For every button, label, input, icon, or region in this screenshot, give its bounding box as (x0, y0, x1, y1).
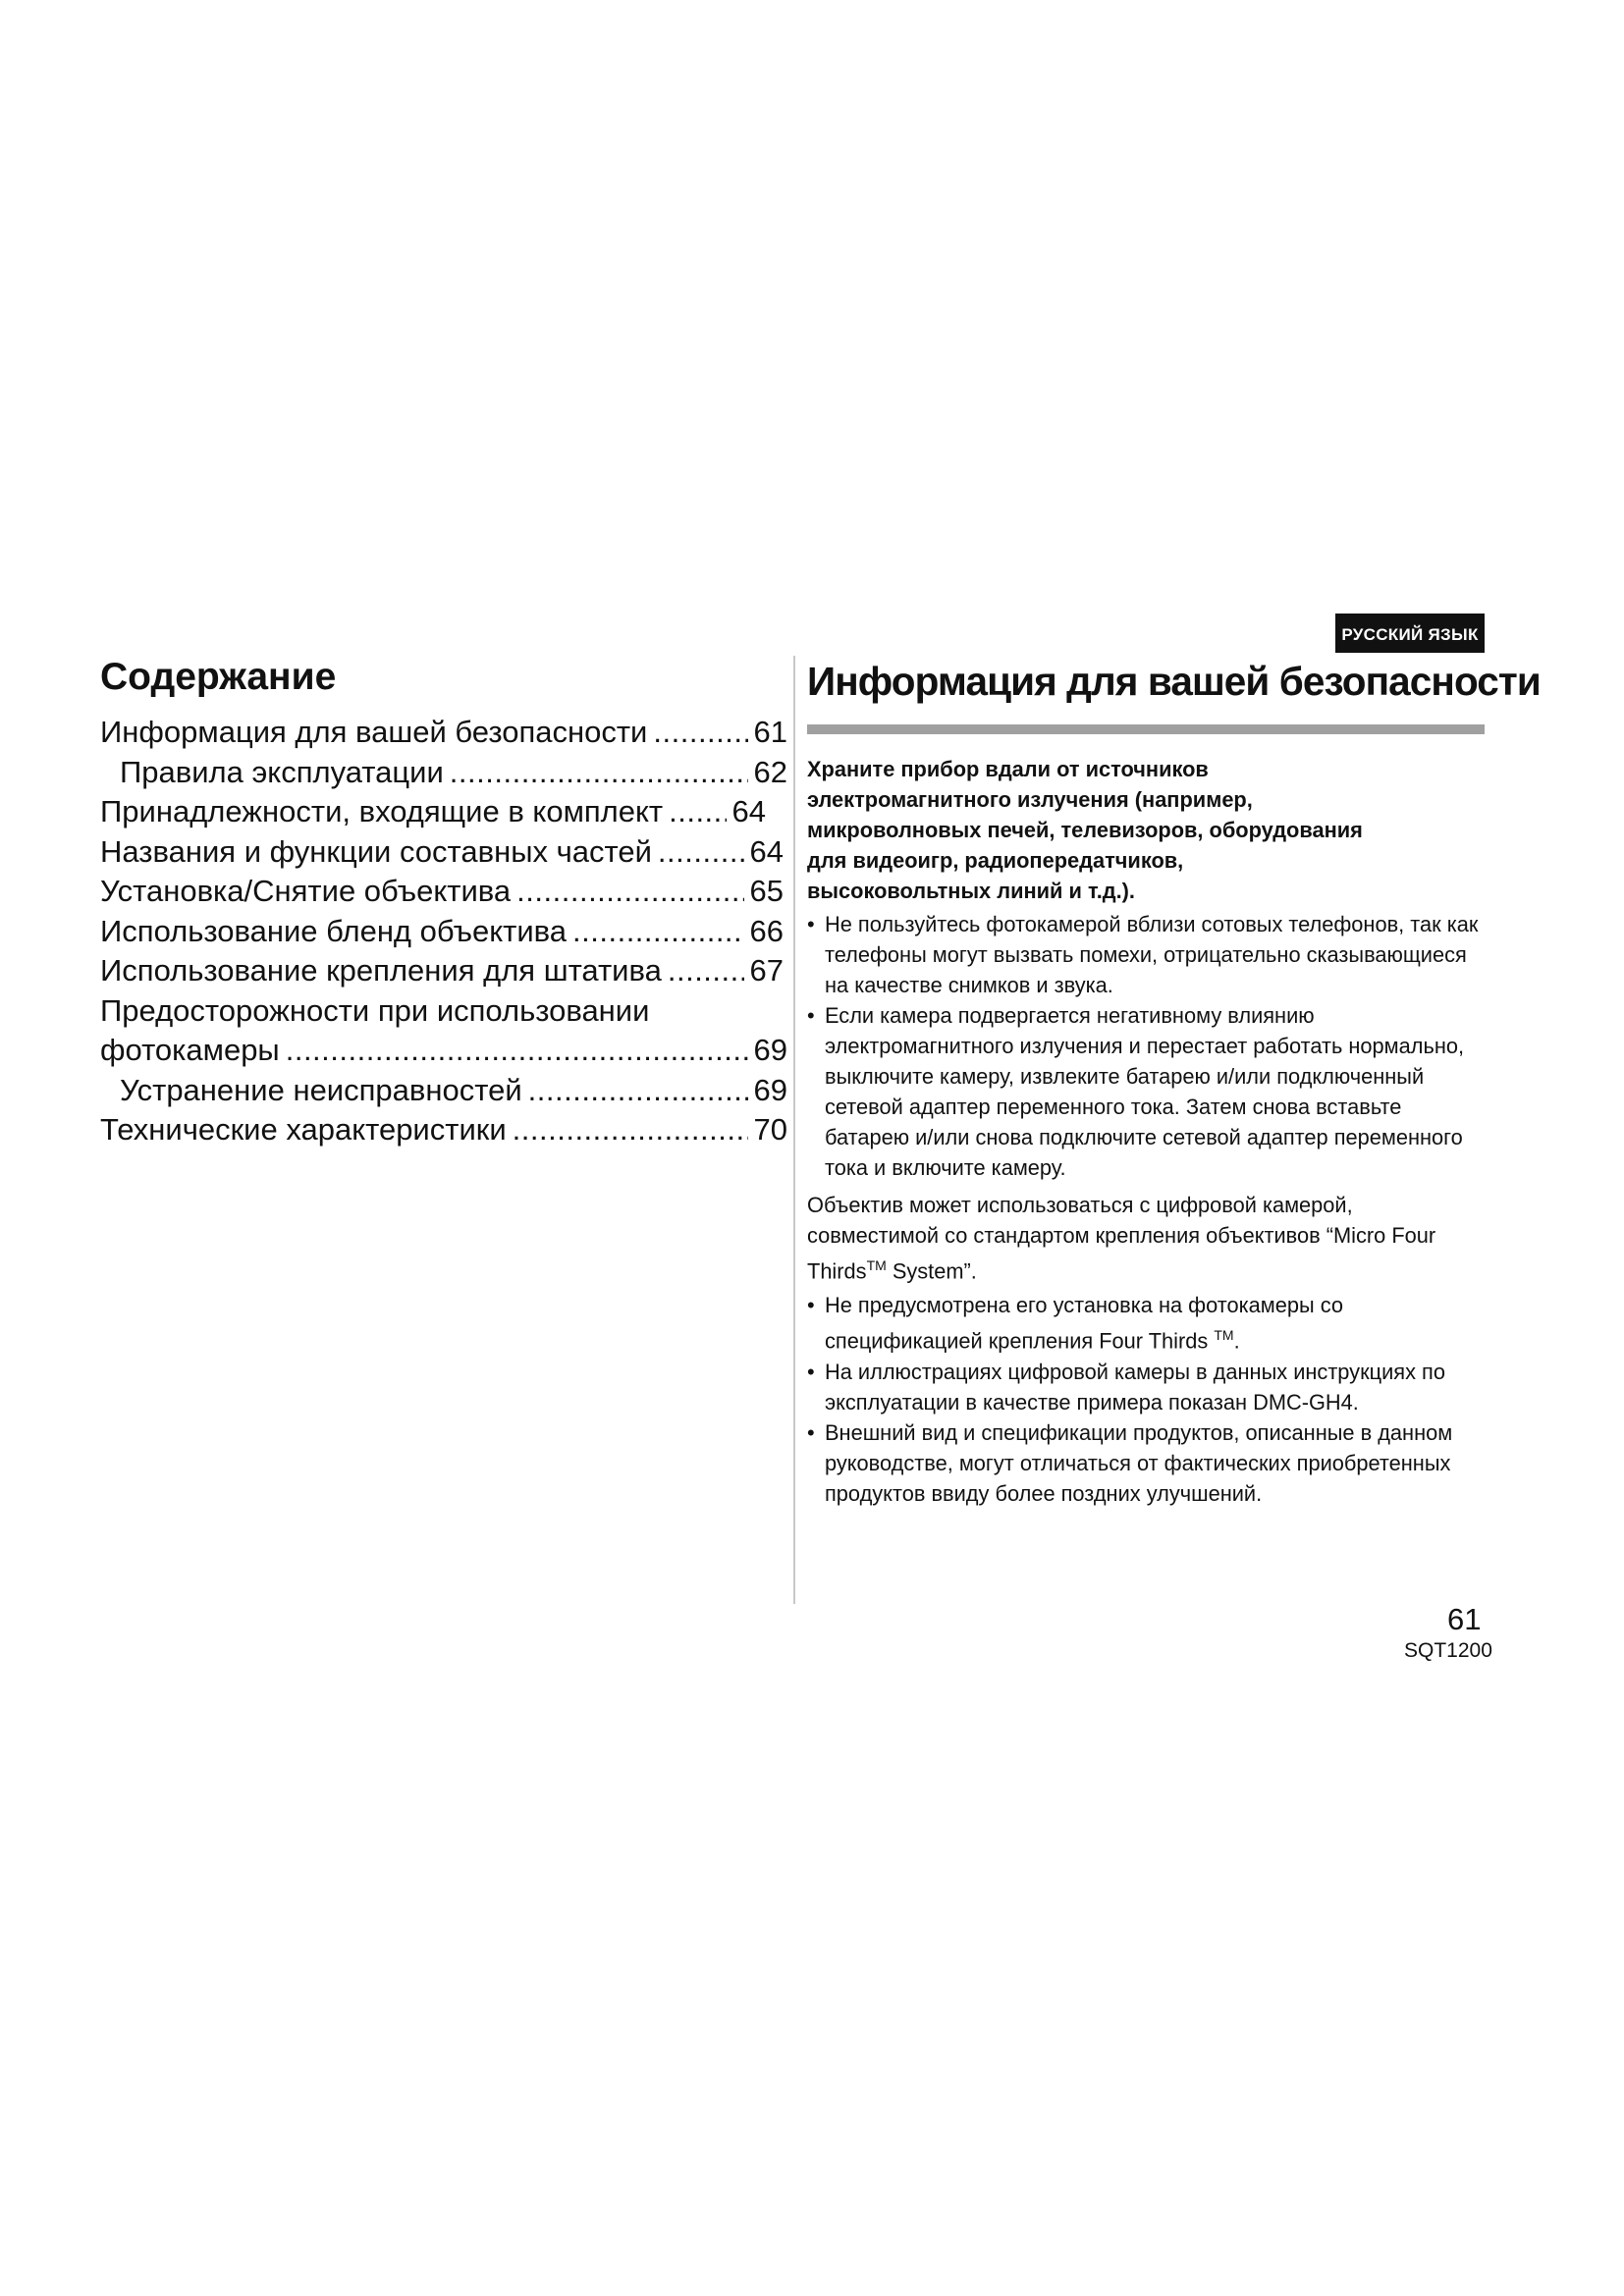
toc-leader (450, 753, 748, 793)
safety-section (807, 652, 1541, 1509)
toc-item-page: 65 (749, 874, 784, 908)
toc-item-label: Информация для вашей безопасности (100, 715, 648, 749)
toc-item-accessories[interactable] (100, 792, 787, 832)
toc-list (100, 713, 787, 1150)
toc-item-parts-names[interactable] (100, 832, 787, 873)
document-code: SQT1200 (1404, 1639, 1492, 1662)
toc-leader (668, 951, 744, 991)
bullet-text: Не предусмотрена его установка на фотокамеры со спецификацией крепления Four Thirds (825, 1293, 1343, 1354)
toc-item-page: 62 (753, 754, 787, 789)
page-number: 61 (1447, 1602, 1482, 1636)
toc-item-page: 69 (753, 1072, 787, 1107)
toc-leader (572, 912, 744, 952)
toc-item-specifications[interactable] (100, 1110, 787, 1150)
section-title: Информация для вашей безопасности (807, 659, 1541, 704)
toc-item-label: Установка/Снятие объектива (100, 874, 512, 908)
bullet-item: • Внешний вид и спецификации продуктов, описанные в данном руководстве, могут отличаться от фактических приобретенных продуктов ввиду более поздних улучшений. (807, 1417, 1485, 1509)
toc-leader (669, 792, 726, 832)
title-rule (807, 724, 1485, 734)
toc-item-page: 64 (731, 794, 766, 828)
toc-item-label: Использование крепления для штатива (100, 953, 662, 988)
toc-item-page: 66 (749, 913, 784, 948)
toc-item-label: Принадлежности, входящие в комплект (100, 794, 664, 828)
safety-warning (807, 754, 1485, 906)
toc-leader (286, 1031, 748, 1071)
paragraph-tail: System”. (886, 1258, 977, 1284)
toc-item-label: Технические характеристики (100, 1112, 507, 1147)
toc-item-label: Названия и функции составных частей (100, 833, 652, 869)
toc-item-page: 64 (749, 833, 784, 869)
toc-item-tripod-mount[interactable] (100, 951, 787, 991)
warning-line: высоковольтных линий и т.д.). (807, 879, 1135, 903)
toc-leader (653, 713, 747, 753)
toc-item-precautions[interactable] (100, 991, 787, 1071)
trademark-mark: TM (866, 1257, 887, 1273)
language-badge: РУССКИЙ ЯЗЫК (1335, 614, 1485, 653)
toc-item-lens-hood[interactable] (100, 912, 787, 952)
toc-leader (513, 1110, 748, 1150)
compatibility-paragraph (807, 1190, 1485, 1286)
toc-item-page: 70 (753, 1112, 787, 1147)
bullet-item: • Если камера подвергается негативному влиянию электромагнитного излучения и перестает работать нормально, выключите камеру, извлеките батарею и/или подключенный сетевой адаптер переменного тока. Затем снова вставьте батарею и/или снова подключите сетевой адаптер переменного тока и включите камеру. (807, 1000, 1485, 1183)
toc-item-label: Устранение неисправностей (120, 1072, 522, 1107)
notes-bullets (807, 1290, 1485, 1508)
table-of-contents (100, 652, 787, 1150)
toc-item-page: 61 (753, 715, 787, 749)
warning-line: электромагнитного излучения (например, (807, 787, 1253, 812)
toc-leader (516, 872, 743, 912)
toc-title: Содержание (100, 656, 337, 698)
toc-item-safety-info[interactable] (100, 713, 787, 753)
toc-item-label: Использование бленд объектива (100, 913, 568, 948)
toc-item-lens-attach[interactable] (100, 872, 787, 912)
warning-line: Храните прибор вдали от источников (807, 757, 1209, 781)
paragraph-text: Объектив может использоваться с цифровой камерой, совместимой со стандартом крепления объективов “Micro Four Thirds (807, 1193, 1436, 1284)
bullet-item: • Не пользуйтесь фотокамерой вблизи сотовых телефонов, так как телефоны могут вызвать помехи, отрицательно сказывающиеся на качестве снимков и звука. (807, 909, 1485, 1000)
toc-item-troubleshooting[interactable] (100, 1071, 787, 1111)
toc-item-page: 69 (753, 1033, 787, 1067)
toc-leader (658, 832, 744, 873)
toc-item-label-line1: Предосторожности при использовании (100, 992, 650, 1028)
toc-item-usage-rules[interactable] (100, 753, 787, 793)
trademark-mark: TM (1214, 1327, 1234, 1344)
warning-line: для видеоигр, радиопередатчиков, (807, 848, 1184, 873)
bullet-tail: . (1233, 1328, 1240, 1354)
toc-item-page: 67 (749, 953, 784, 988)
bullet-item: • На иллюстрациях цифровой камеры в данных инструкциях по эксплуатации в качестве примера показан DMC-GH4. (807, 1357, 1485, 1417)
bullet-item (807, 1290, 1485, 1356)
column-divider (793, 656, 795, 1604)
toc-item-label: Правила эксплуатации (120, 754, 444, 789)
toc-leader (528, 1071, 748, 1111)
warning-line: микроволновых печей, телевизоров, оборудования (807, 818, 1363, 842)
toc-item-label: фотокамеры (100, 1033, 280, 1067)
safety-bullets (807, 909, 1485, 1183)
